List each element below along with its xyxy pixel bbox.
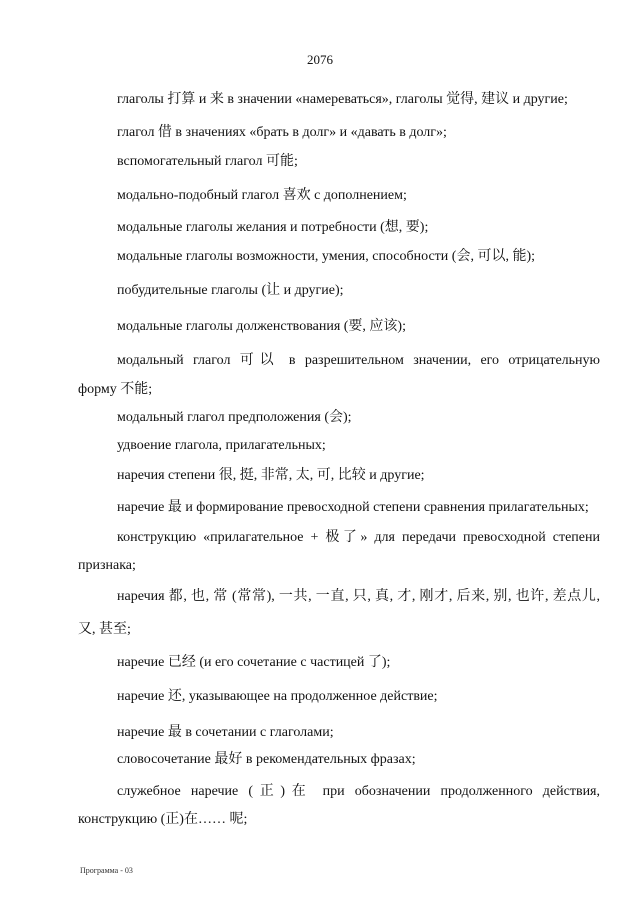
list-item-text: побудительные глаголы (让 и другие);	[117, 283, 344, 298]
list-item-text: наречие 最 в сочетании с глаголами;	[117, 725, 334, 740]
list-item-continuation: 又, 甚至;	[78, 622, 131, 637]
list-item-text: модальный глагол предположения (会);	[117, 410, 352, 425]
list-item-text: модальные глаголы желания и потребности (想, 要);	[117, 220, 429, 235]
list-item-text: наречие 还, указывающее на продолженное действие;	[117, 689, 438, 704]
list-item-text: наречие 已经 (и его сочетание с частицей 了);	[117, 655, 391, 670]
list-item-continuation: форму 不能;	[78, 382, 153, 397]
list-item-text: удвоение глагола, прилагательных;	[117, 438, 326, 453]
list-item-text: служебное наречие (正)在 при обозначении продолженного действия,	[117, 784, 600, 799]
list-item-text: глагол 借 в значениях «брать в долг» и «давать в долг»;	[117, 125, 447, 140]
list-item-continuation: признака;	[78, 558, 136, 573]
list-item-text: модальный глагол 可以 в разрешительном значении, его отрицательную	[117, 353, 600, 368]
list-item-text: модально-подобный глагол 喜欢 с дополнением;	[117, 188, 407, 203]
page-number: 2076	[307, 52, 333, 67]
list-item-text: конструкцию «прилагательное + 极了» для передачи превосходной степени	[117, 530, 600, 545]
list-item-continuation: конструкцию (正)在…… 呢;	[78, 812, 248, 827]
list-item-text: словосочетание 最好 в рекомендательных фразах;	[117, 752, 416, 767]
list-item-text: наречия степени 很, 挺, 非常, 太, 可, 比较 и другие;	[117, 468, 425, 483]
list-item-text: наречие 最 и формирование превосходной степени сравнения прилагательных;	[117, 500, 589, 515]
page-footer: Программа - 03	[80, 866, 133, 875]
list-item-text: модальные глаголы долженствования (要, 应该);	[117, 319, 406, 334]
list-item-text: наречия 都, 也, 常 (常常), 一共, 一直, 只, 真, 才, 刚才, 后来, 别, 也许, 差点儿,	[117, 589, 600, 604]
list-item-text: глаголы 打算 и 来 в значении «намереваться», глаголы 觉得, 建议 и другие;	[117, 92, 568, 107]
list-item-text: модальные глаголы возможности, умения, способности (会, 可以, 能);	[117, 249, 536, 264]
list-item-text: вспомогательный глагол 可能;	[117, 154, 298, 169]
